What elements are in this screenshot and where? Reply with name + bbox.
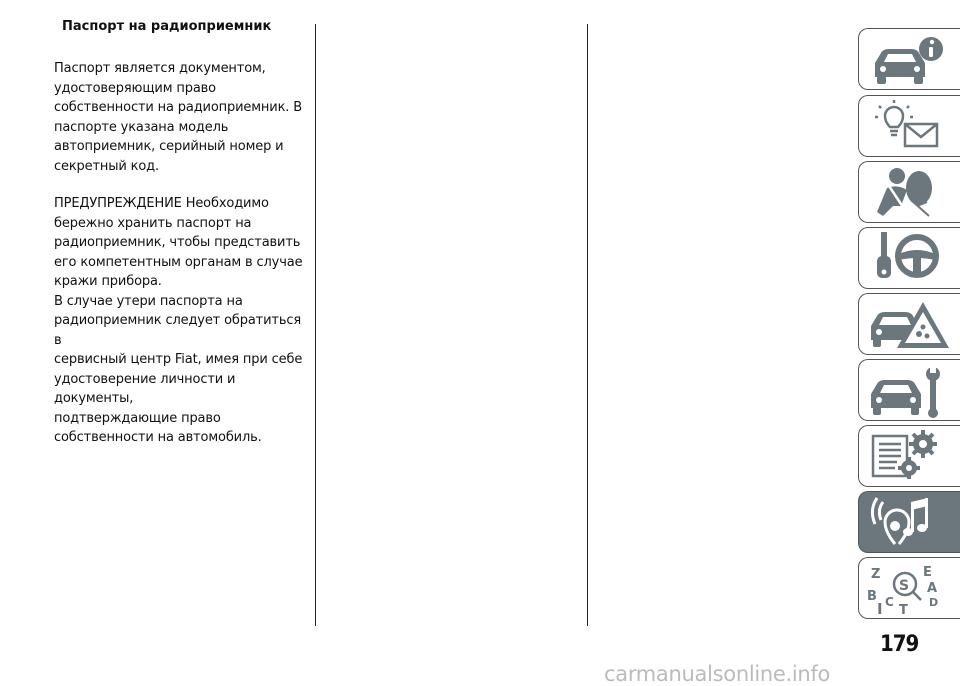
svg-text:T: T — [899, 603, 908, 616]
tab-in-an-emergency[interactable] — [858, 293, 960, 355]
watermark: carmanualsonline.info — [604, 662, 831, 686]
multimedia-music-note-icon — [867, 496, 951, 550]
tab-starting-and-driving[interactable] — [858, 227, 960, 289]
svg-text:A: A — [927, 581, 938, 596]
tab-multimedia[interactable] — [858, 491, 960, 553]
chapter-tab-strip — [858, 28, 960, 628]
alphabetical-index-icon — [867, 562, 951, 616]
tab-index[interactable] — [858, 557, 960, 619]
car-maintenance-wrench-icon — [867, 364, 951, 418]
text-column — [54, 18, 304, 448]
tab-technical-specifications[interactable] — [858, 425, 960, 487]
tab-servicing-and-care[interactable] — [858, 359, 960, 421]
technical-data-gear-icon — [867, 430, 951, 484]
tab-knowing-the-car[interactable] — [858, 28, 960, 90]
svg-text:E: E — [923, 565, 932, 580]
page-number: 179 — [880, 632, 919, 657]
airbag-seatbelt-icon — [867, 166, 951, 220]
paragraph-passport-description: Паспорт является документом, удостоверяющим право собственности на радиоприемник. В паспорте указана модель автоприемник, серийный номер и секретный код. — [54, 61, 302, 174]
column-divider — [587, 24, 588, 626]
section-heading: Паспорт на радиоприемник — [62, 19, 272, 34]
paragraph-warning: ПРЕДУПРЕЖДЕНИЕ Необходимо бережно хранить паспорт на радиоприемник, чтобы представить его компетентным органам в случае кражи прибора. В случае утери паспорта на радиоприемник следует обратиться в сервисный центр Fiat, имея при себе удостоверение личности и документы, подтверждающие право собственности на автомобиль. — [54, 196, 303, 445]
svg-text:D: D — [929, 596, 939, 609]
svg-text:C: C — [885, 595, 894, 609]
warning-lights-message-icon — [867, 100, 951, 154]
svg-text:I: I — [877, 600, 883, 616]
key-steering-wheel-icon — [867, 232, 951, 286]
car-emergency-warning-icon — [867, 298, 951, 352]
tab-warning-lights-messages[interactable] — [858, 95, 960, 157]
car-info-icon — [867, 33, 951, 87]
tab-safety[interactable] — [858, 161, 960, 223]
svg-text:Z: Z — [871, 567, 881, 582]
svg-text:B: B — [867, 589, 877, 604]
svg-text:S: S — [899, 578, 910, 594]
column-divider — [315, 24, 316, 626]
